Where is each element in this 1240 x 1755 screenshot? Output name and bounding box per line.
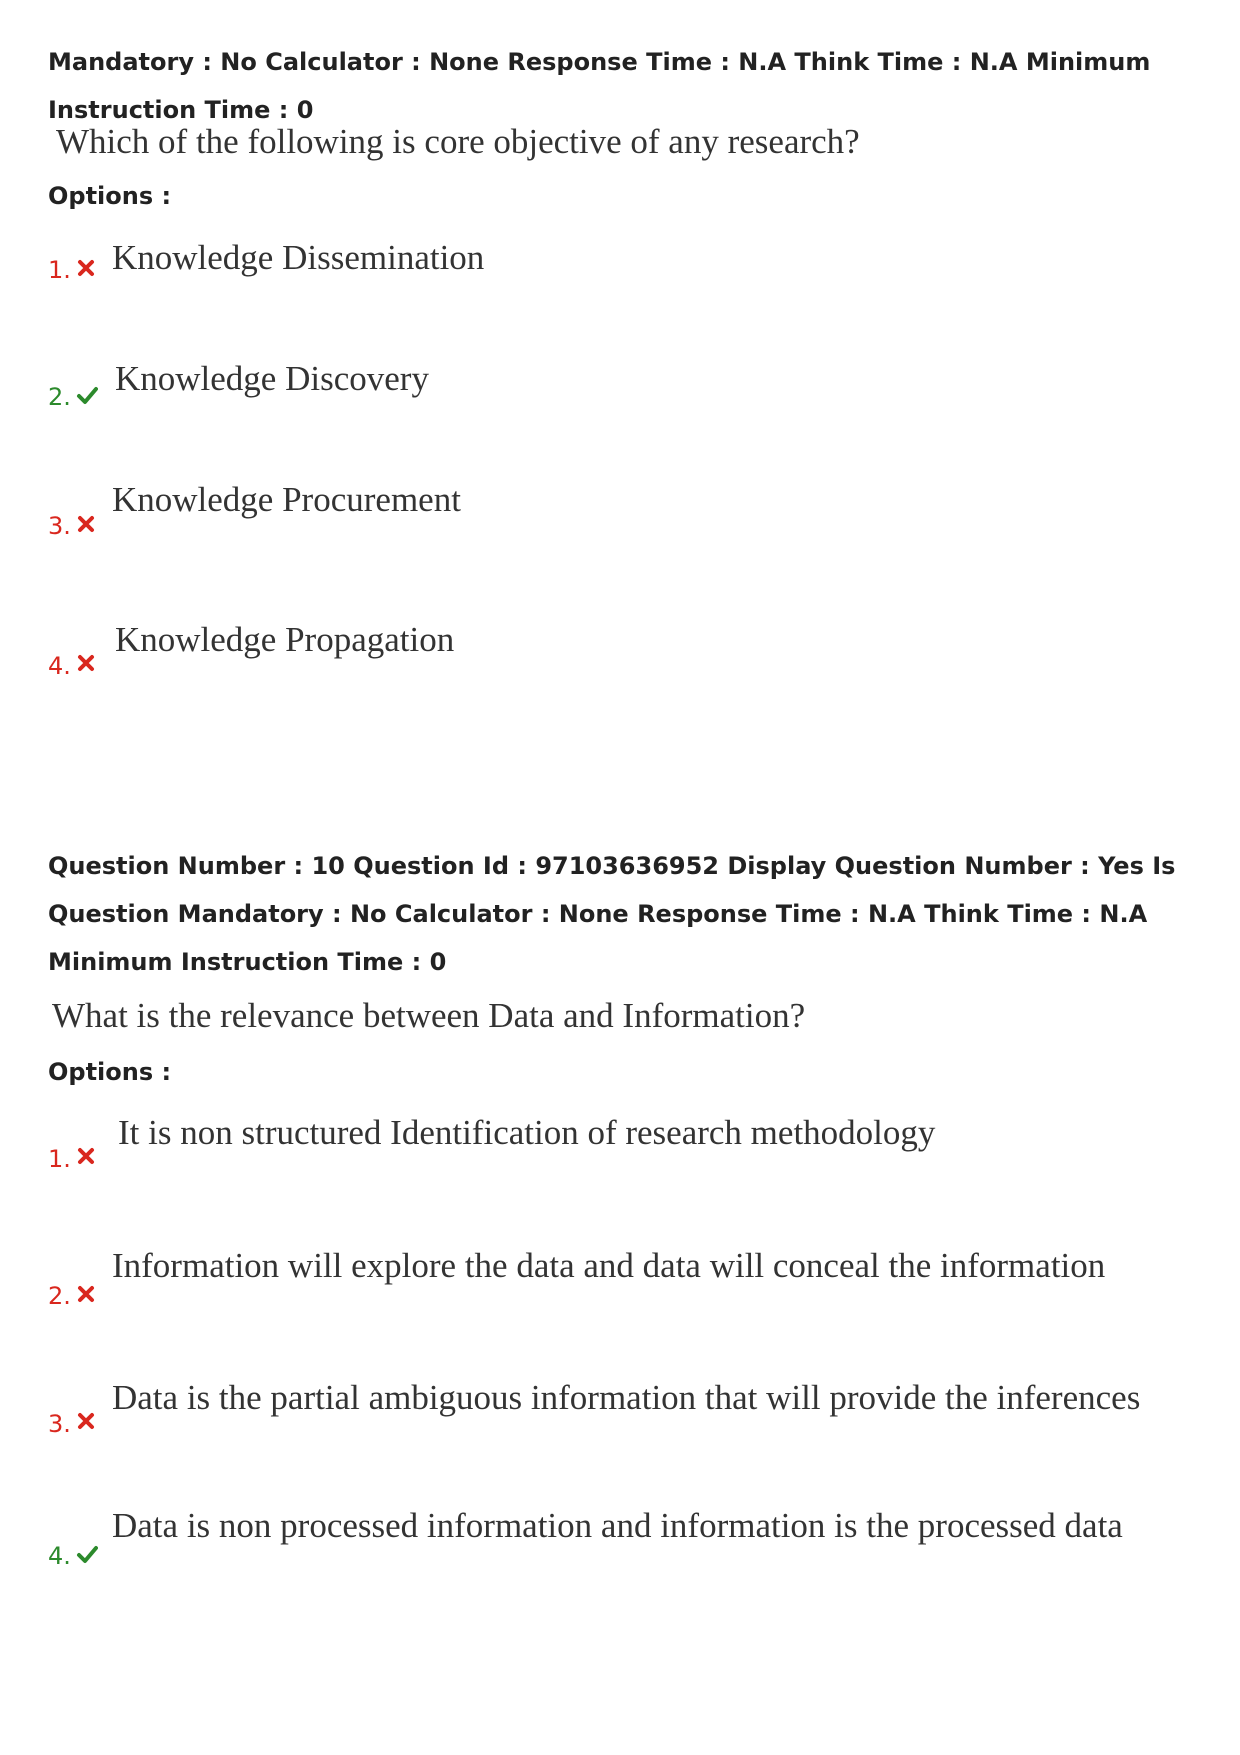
option-text: Knowledge Procurement (112, 480, 461, 519)
cross-icon (75, 1145, 97, 1167)
cross-icon (75, 257, 97, 279)
option-text: Data is non processed information and information is the processed data (112, 1506, 1123, 1545)
option-item (0, 238, 1240, 298)
option-item (0, 480, 1240, 560)
question-text: What is the relevance between Data and Information? (52, 996, 806, 1035)
question-text: Which of the following is core objective of any research? (56, 122, 860, 161)
option-text: Knowledge Dissemination (112, 238, 485, 277)
option-number: 3. (48, 512, 71, 540)
cross-icon (75, 513, 97, 535)
option-text: Knowledge Propagation (115, 620, 455, 659)
options-label: Options : (48, 182, 172, 210)
option-number: 2. (48, 383, 71, 411)
options-label: Options : (48, 1058, 172, 1086)
option-item (0, 1246, 1240, 1330)
option-item (0, 359, 1240, 425)
check-icon (76, 1543, 98, 1565)
option-item (0, 1506, 1240, 1590)
option-text: Knowledge Discovery (115, 359, 429, 398)
option-text: Information will explore the data and data will conceal the information (112, 1246, 1106, 1285)
option-item (0, 1378, 1240, 1458)
question-meta: Question Number : 10 Question Id : 97103636952 Display Question Number : Yes Is Question Mandatory : No Calculator : None Response Time : N.A Think Time : N.A Minimum Instruction Time : 0 (48, 852, 1176, 976)
option-number: 2. (48, 1282, 71, 1310)
option-number: 1. (48, 256, 71, 284)
option-text: It is non structured Identification of research methodology (118, 1113, 936, 1152)
option-number: 4. (48, 652, 71, 680)
option-number: 4. (48, 1542, 71, 1570)
question-meta: Mandatory : No Calculator : None Response Time : N.A Think Time : N.A Minimum Instruction Time : 0 (48, 48, 1151, 124)
option-number: 1. (48, 1145, 71, 1173)
cross-icon (75, 652, 97, 674)
cross-icon (75, 1283, 97, 1305)
option-item (0, 620, 1240, 700)
cross-icon (75, 1410, 97, 1432)
option-number: 3. (48, 1410, 71, 1438)
check-icon (76, 384, 98, 406)
option-text: Data is the partial ambiguous information that will provide the inferences (112, 1378, 1141, 1417)
option-item (0, 1113, 1240, 1195)
